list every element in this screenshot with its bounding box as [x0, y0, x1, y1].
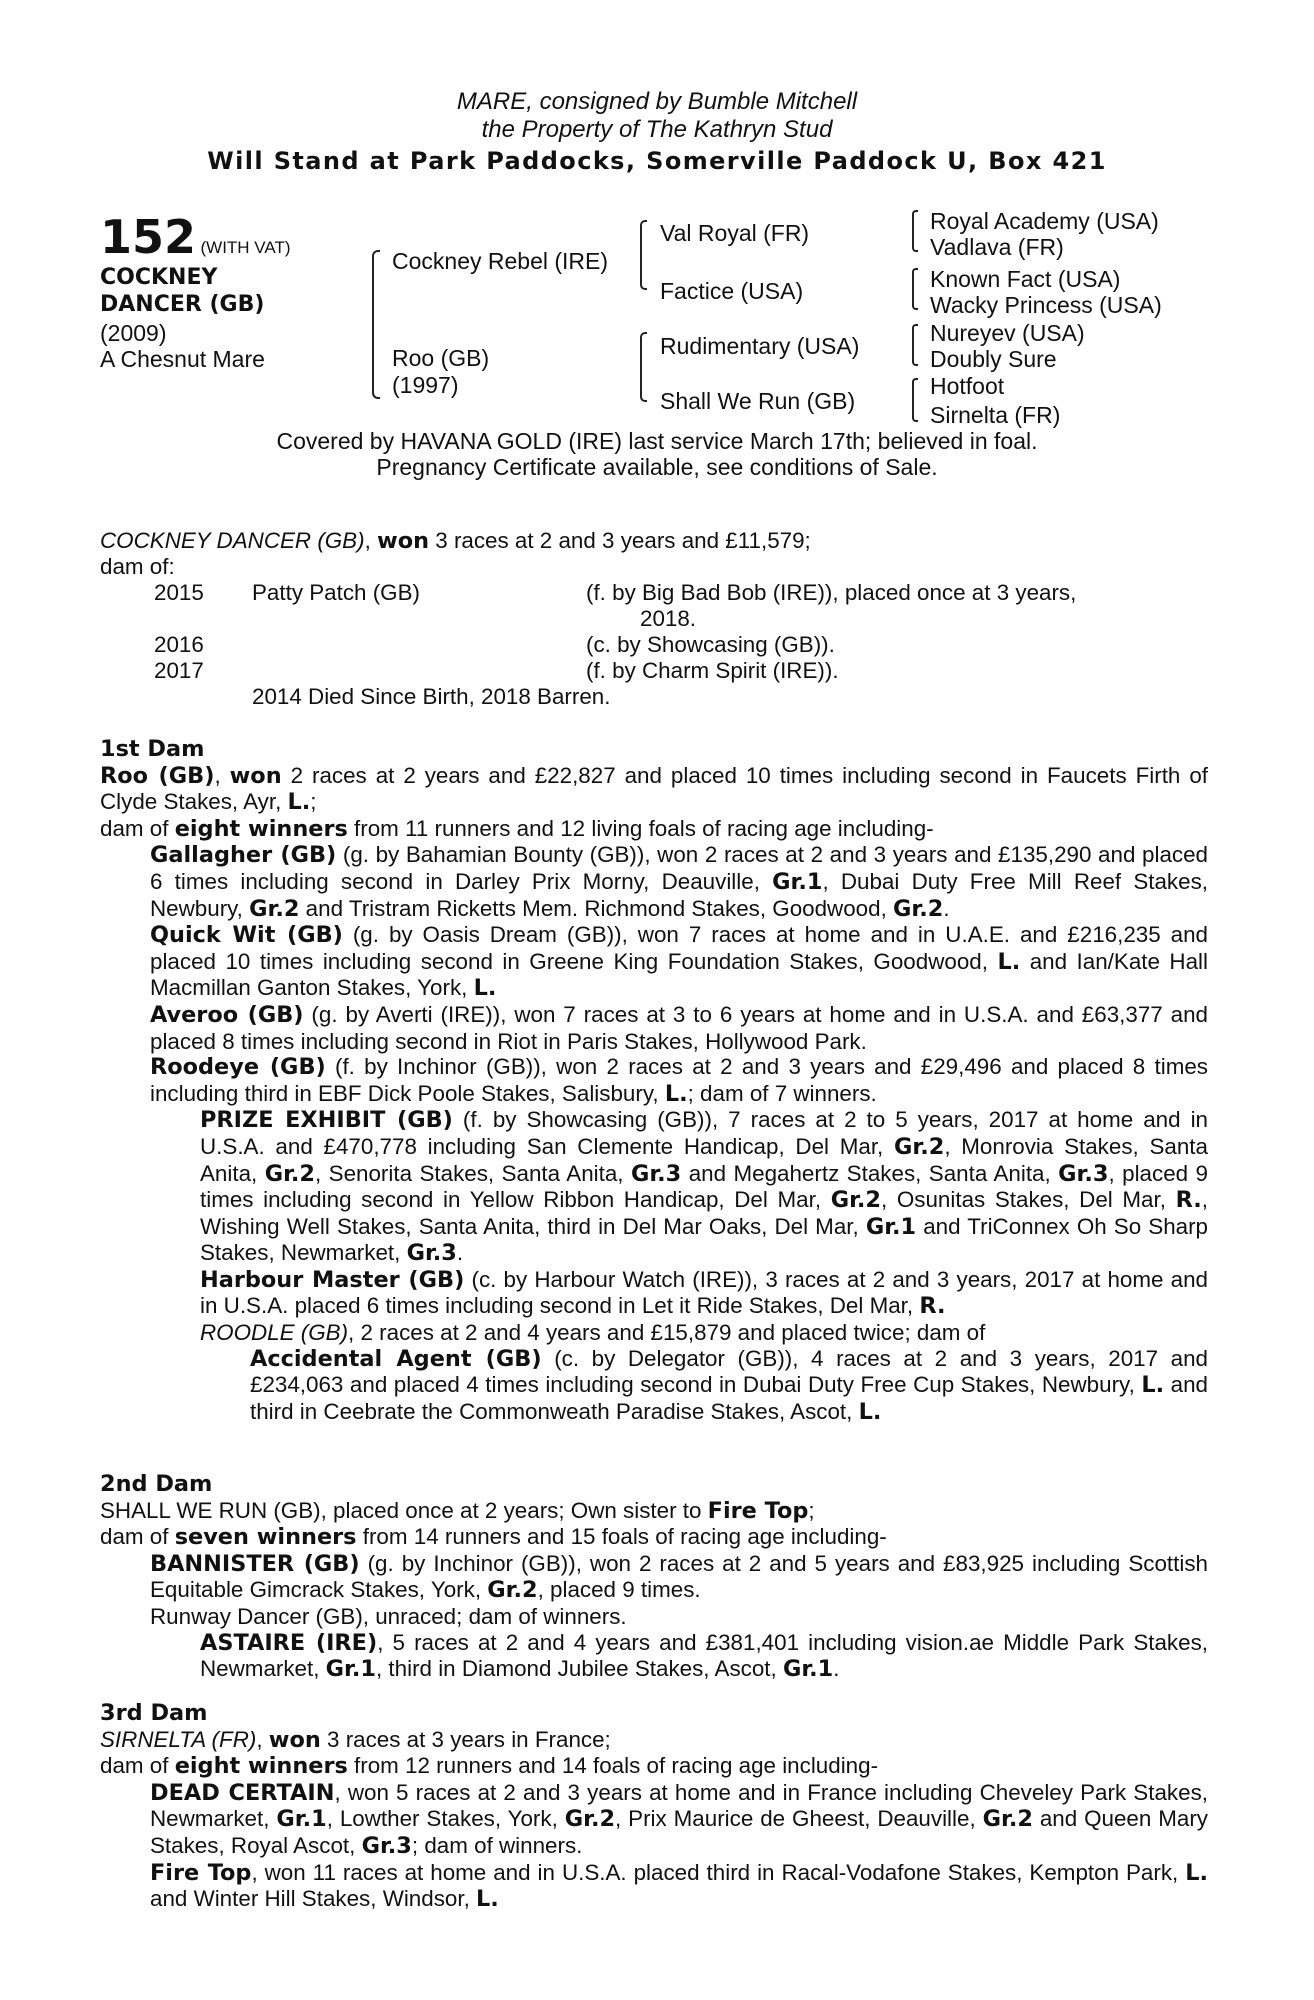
sire: Cockney Rebel (IRE) [392, 248, 609, 274]
sire-sire-dam: Vadlava (FR) [930, 234, 1064, 260]
second-dam-heading: 2nd Dam [100, 1471, 213, 1497]
entry-fire-top: Fire Top, won 11 races at home and in U.S.A. placed third in Racal-Vodafone Stakes, Kempton Park, L. and Winter Hill Stakes, Windsor, L. [150, 1859, 1209, 1913]
dam-year: (1997) [392, 372, 459, 398]
sire-sire: Val Royal (FR) [660, 220, 810, 246]
entry-quick-wit: Quick Wit (GB) (g. by Oasis Dream (GB)), won 7 races at home and in U.A.E. and £216,235 and placed 10 times including second in Greene King Foundation Stakes, Goodwood, L. and Ian/Kate Hall Macmillan Ganton Stakes, York, L. [150, 922, 1209, 1002]
third-dam-section: 3rd Dam SIRNELTA (FR), won 3 races at 3 years in France; dam of eight winners from 12 runners and 14 foals of racing age including- DEAD CERTAIN, won 5 races at 2 and 3 years at home and in France including Cheveley Park Stakes, Newmarket, Gr.1, Lowther Stakes, York, Gr.2, Prix Maurice de Gheest, Deauville, Gr.2 and Queen Mary Stakes, Royal Ascot, Gr.3; dam of winners. Fire Top, won 11 races at home and in U.S.A. placed third in Racal-Vodafone Stakes, Kempton Park, L. and Winter Hill Stakes, Windsor, L. [100, 1700, 1209, 1913]
entry-harbour-master: Harbour Master (GB) (c. by Harbour Watch (IRE)), 3 races at 2 and 3 years, 2017 at home and in U.S.A. placed 6 times including second in Let it Ride Stakes, Del Mar, R. [200, 1266, 1209, 1320]
pedigree-brace-sire-parents [640, 220, 647, 290]
pedigree-brace-dd [912, 378, 918, 422]
dam-sire-sire: Nureyev (USA) [930, 320, 1085, 346]
lot-number: 152 [100, 210, 197, 264]
produce-row-2017-year: 2017 [154, 658, 204, 683]
horse-name-line1: COCKNEY [100, 265, 218, 290]
dam-dam-dam: Sirnelta (FR) [930, 402, 1061, 428]
third-dam-heading: 3rd Dam [100, 1700, 208, 1726]
sire-sire-sire: Royal Academy (USA) [930, 208, 1159, 234]
covering-note: Covered by HAVANA GOLD (IRE) last service March 17th; believed in foal. [276, 428, 1038, 454]
sire-dam-dam: Wacky Princess (USA) [930, 292, 1162, 318]
entry-runway-dancer: Runway Dancer (GB), unraced; dam of winners. [150, 1603, 627, 1629]
entry-prize-exhibit: PRIZE EXHIBIT (GB) (f. by Showcasing (GB)), 7 races at 2 to 5 years, 2017 at home and in U.S.A. and £470,778 including San Clemente Handicap, Del Mar, Gr.2, Monrovia Stakes, Santa Anita, Gr.2, Senorita Stakes, Santa Anita, Gr.3 and Megahertz Stakes, Santa Anita, Gr.3, placed 9 times including second in Yellow Ribbon Handicap, Del Mar, Gr.2, Osunitas Stakes, Del Mar, R., Wishing Well Stakes, Santa Anita, third in Del Mar Oaks, Del Mar, Gr.1 and TriConnex Oh So Sharp Stakes, Newmarket, Gr.3. [200, 1107, 1209, 1267]
entry-roodeye: Roodeye (GB) (f. by Inchinor (GB)), won 2 races at 2 and 3 years and £29,496 and placed 8 times including third in EBF Dick Poole Stakes, Salisbury, L.; dam of 7 winners. [150, 1054, 1208, 1107]
header-consignor: MARE, consigned by Bumble Mitchell [456, 88, 858, 115]
pedigree-brace-ds [912, 324, 918, 366]
produce-row-2015-year: 2015 [154, 580, 204, 605]
produce-row-2015-note-cont: 2018. [640, 606, 697, 631]
entry-roodle: ROODLE (GB), 2 races at 2 and 4 years and £15,879 and placed twice; dam of [200, 1320, 986, 1346]
sire-dam-sire: Known Fact (USA) [930, 266, 1121, 292]
lot-vat: (WITH VAT) [200, 238, 291, 257]
produce-row-2015-name: Patty Patch (GB) [252, 580, 420, 605]
entry-gallagher: Gallagher (GB) (g. by Bahamian Bounty (GB)), won 2 races at 2 and 3 years and £135,290 and placed 6 times including second in Darley Prix Morny, Deauville, Gr.1, Dubai Duty Free Mill Reef Stakes, Newbury, Gr.2 and Tristram Ricketts Mem. Richmond Stakes, Goodwood, Gr.2. [150, 842, 1208, 922]
dam-dam-sire: Hotfoot [930, 373, 1005, 399]
sire-dam: Factice (USA) [660, 278, 804, 304]
pedigree-brace-dam-parents [640, 332, 647, 402]
entry-dead-certain: DEAD CERTAIN, won 5 races at 2 and 3 years at home and in France including Cheveley Park Stakes, Newmarket, Gr.1, Lowther Stakes, York, Gr.2, Prix Maurice de Gheest, Deauville, Gr.2 and Queen Mary Stakes, Royal Ascot, Gr.3; dam of winners. [150, 1779, 1208, 1859]
horse-year: (2009) [100, 320, 167, 346]
dam: Roo (GB) [392, 345, 490, 371]
first-dam-heading: 1st Dam [100, 736, 205, 762]
produce-row-2017-note: (f. by Charm Spirit (IRE)). [586, 658, 839, 683]
dam-sire-dam: Doubly Sure [930, 346, 1057, 372]
pregnancy-note: Pregnancy Certificate available, see conditions of Sale. [376, 454, 938, 480]
first-dam-section: 1st Dam Roo (GB), won 2 races at 2 years and £22,827 and placed 10 times including second in Faucets Firth of Clyde Stakes, Ayr, L.; dam of eight winners from 11 runners and 12 living foals of racing age including- Gallagher (GB) (g. by Bahamian Bounty (GB)), won 2 races at 2 and 3 years and £135,290 and placed 6 times including second in Darley Prix Morny, Deauville, Gr.1, Dubai Duty Free Mill Reef Stakes, Newbury, Gr.2 and Tristram Ricketts Mem. Richmond Stakes, Goodwood, Gr.2. Quick Wit (GB) (g. by Oasis Dream (GB)), won 7 races at home and in U.A.E. and £216,235 and placed 10 times including second in Greene King Foundation Stakes, Goodwood, L. and Ian/Kate Hall Macmillan Ganton Stakes, York, L. Averoo (GB) (g. by Averti (IRE)), won 7 races at 3 to 6 years at home and in U.S.A. and £63,377 and placed 8 times including second in Riot in Paris Stakes, Hollywood Park. Roodeye (GB) (f. by Inchinor (GB)), won 2 races at 2 and 3 years and £29,496 and placed 8 times including third in EBF Dick Poole Stakes, Salisbury, L.; dam of 7 winners. PRIZE EXHIBIT (GB) (f. by Showcasing (GB)), 7 races at 2 to 5 years, 2017 at home and in U.S.A. and £470,778 including San Clemente Handicap, Del Mar, Gr.2, Monrovia Stakes, Santa Anita, Gr.2, Senorita Stakes, Santa Anita, Gr.3 and Megahertz Stakes, Santa Anita, Gr.3, placed 9 times including second in Yellow Ribbon Handicap, Del Mar, Gr.2, Osunitas Stakes, Del Mar, R., Wishing Well Stakes, Santa Anita, third in Del Mar Oaks, Del Mar, Gr.1 and TriConnex Oh So Sharp Stakes, Newmarket, Gr.3. Harbour Master (GB) (c. by Harbour Watch (IRE)), 3 races at 2 and 3 years, 2017 at home and in U.S.A. placed 6 times including second in Let it Ride Stakes, Del Mar, R. ROODLE (GB), 2 races at 2 and 4 years and £15,879 and placed twice; dam of Accidental Agent (GB) (c. by Delegator (GB)), 4 races at 2 and 3 years, 2017 and £234,063 and placed 4 times including second in Dubai Duty Free Cup Stakes, Newbury, L. and third in Ceebrate the Commonweath Paradise Stakes, Ascot, L. [100, 736, 1209, 1425]
produce-intro: COCKNEY DANCER (GB), won 3 races at 2 and 3 years and £11,579; [100, 528, 811, 554]
pedigree-brace-sd [912, 268, 918, 310]
entry-averoo: Averoo (GB) (g. by Averti (IRE)), won 7 races at 3 to 6 years at home and in U.S.A. and £63,377 and placed 8 times including second in Riot in Paris Stakes, Hollywood Park. [150, 1001, 1208, 1054]
entry-bannister: BANNISTER (GB) (g. by Inchinor (GB)), won 2 races at 2 and 5 years and £83,925 including Scottish Equitable Gimcrack Stakes, York, Gr.2, placed 9 times. [150, 1550, 1208, 1604]
horse-name-line2: DANCER (GB) [100, 292, 265, 317]
entry-astaire: ASTAIRE (IRE), 5 races at 2 and 4 years and £381,401 including vision.ae Middle Park Stakes, Newmarket, Gr.1, third in Diamond Jubilee Stakes, Ascot, Gr.1. [200, 1629, 1208, 1683]
pedigree-brace-sire-dam [372, 250, 380, 399]
pedigree-brace-ss [912, 210, 918, 252]
entry-accidental-agent: Accidental Agent (GB) (c. by Delegator (GB)), 4 races at 2 and 3 years, 2017 and £234,063 and placed 4 times including second in Dubai Duty Free Cup Stakes, Newbury, L. and third in Ceebrate the Commonweath Paradise Stakes, Ascot, L. [250, 1345, 1208, 1425]
produce-footer: 2014 Died Since Birth, 2018 Barren. [252, 684, 611, 709]
horse-description: A Chesnut Mare [100, 346, 265, 372]
dam-dam: Shall We Run (GB) [660, 388, 856, 414]
produce-mare-name: COCKNEY DANCER (GB) [100, 528, 365, 553]
produce-row-2016-year: 2016 [154, 632, 204, 657]
header-property: the Property of The Kathryn Stud [481, 116, 833, 143]
header-location: Will Stand at Park Paddocks, Somerville Paddock U, Box 421 [207, 147, 1107, 175]
lot-number-block [100, 210, 291, 264]
produce-row-2015-note: (f. by Big Bad Bob (IRE)), placed once at 3 years, [586, 580, 1077, 605]
produce-dam-of: dam of: [100, 554, 175, 579]
won-label: won [377, 528, 430, 554]
roo-name: Roo (GB) [100, 762, 215, 789]
second-dam-section: 2nd Dam SHALL WE RUN (GB), placed once at 2 years; Own sister to Fire Top; dam of seven winners from 14 runners and 15 foals of racing age including- BANNISTER (GB) (g. by Inchinor (GB)), won 2 races at 2 and 5 years and £83,925 including Scottish Equitable Gimcrack Stakes, York, Gr.2, placed 9 times. Runway Dancer (GB), unraced; dam of winners. ASTAIRE (IRE), 5 races at 2 and 4 years and £381,401 including vision.ae Middle Park Stakes, Newmarket, Gr.1, third in Diamond Jubilee Stakes, Ascot, Gr.1. [100, 1471, 1208, 1683]
dam-sire: Rudimentary (USA) [660, 333, 860, 359]
produce-row-2016-note: (c. by Showcasing (GB)). [586, 632, 835, 657]
